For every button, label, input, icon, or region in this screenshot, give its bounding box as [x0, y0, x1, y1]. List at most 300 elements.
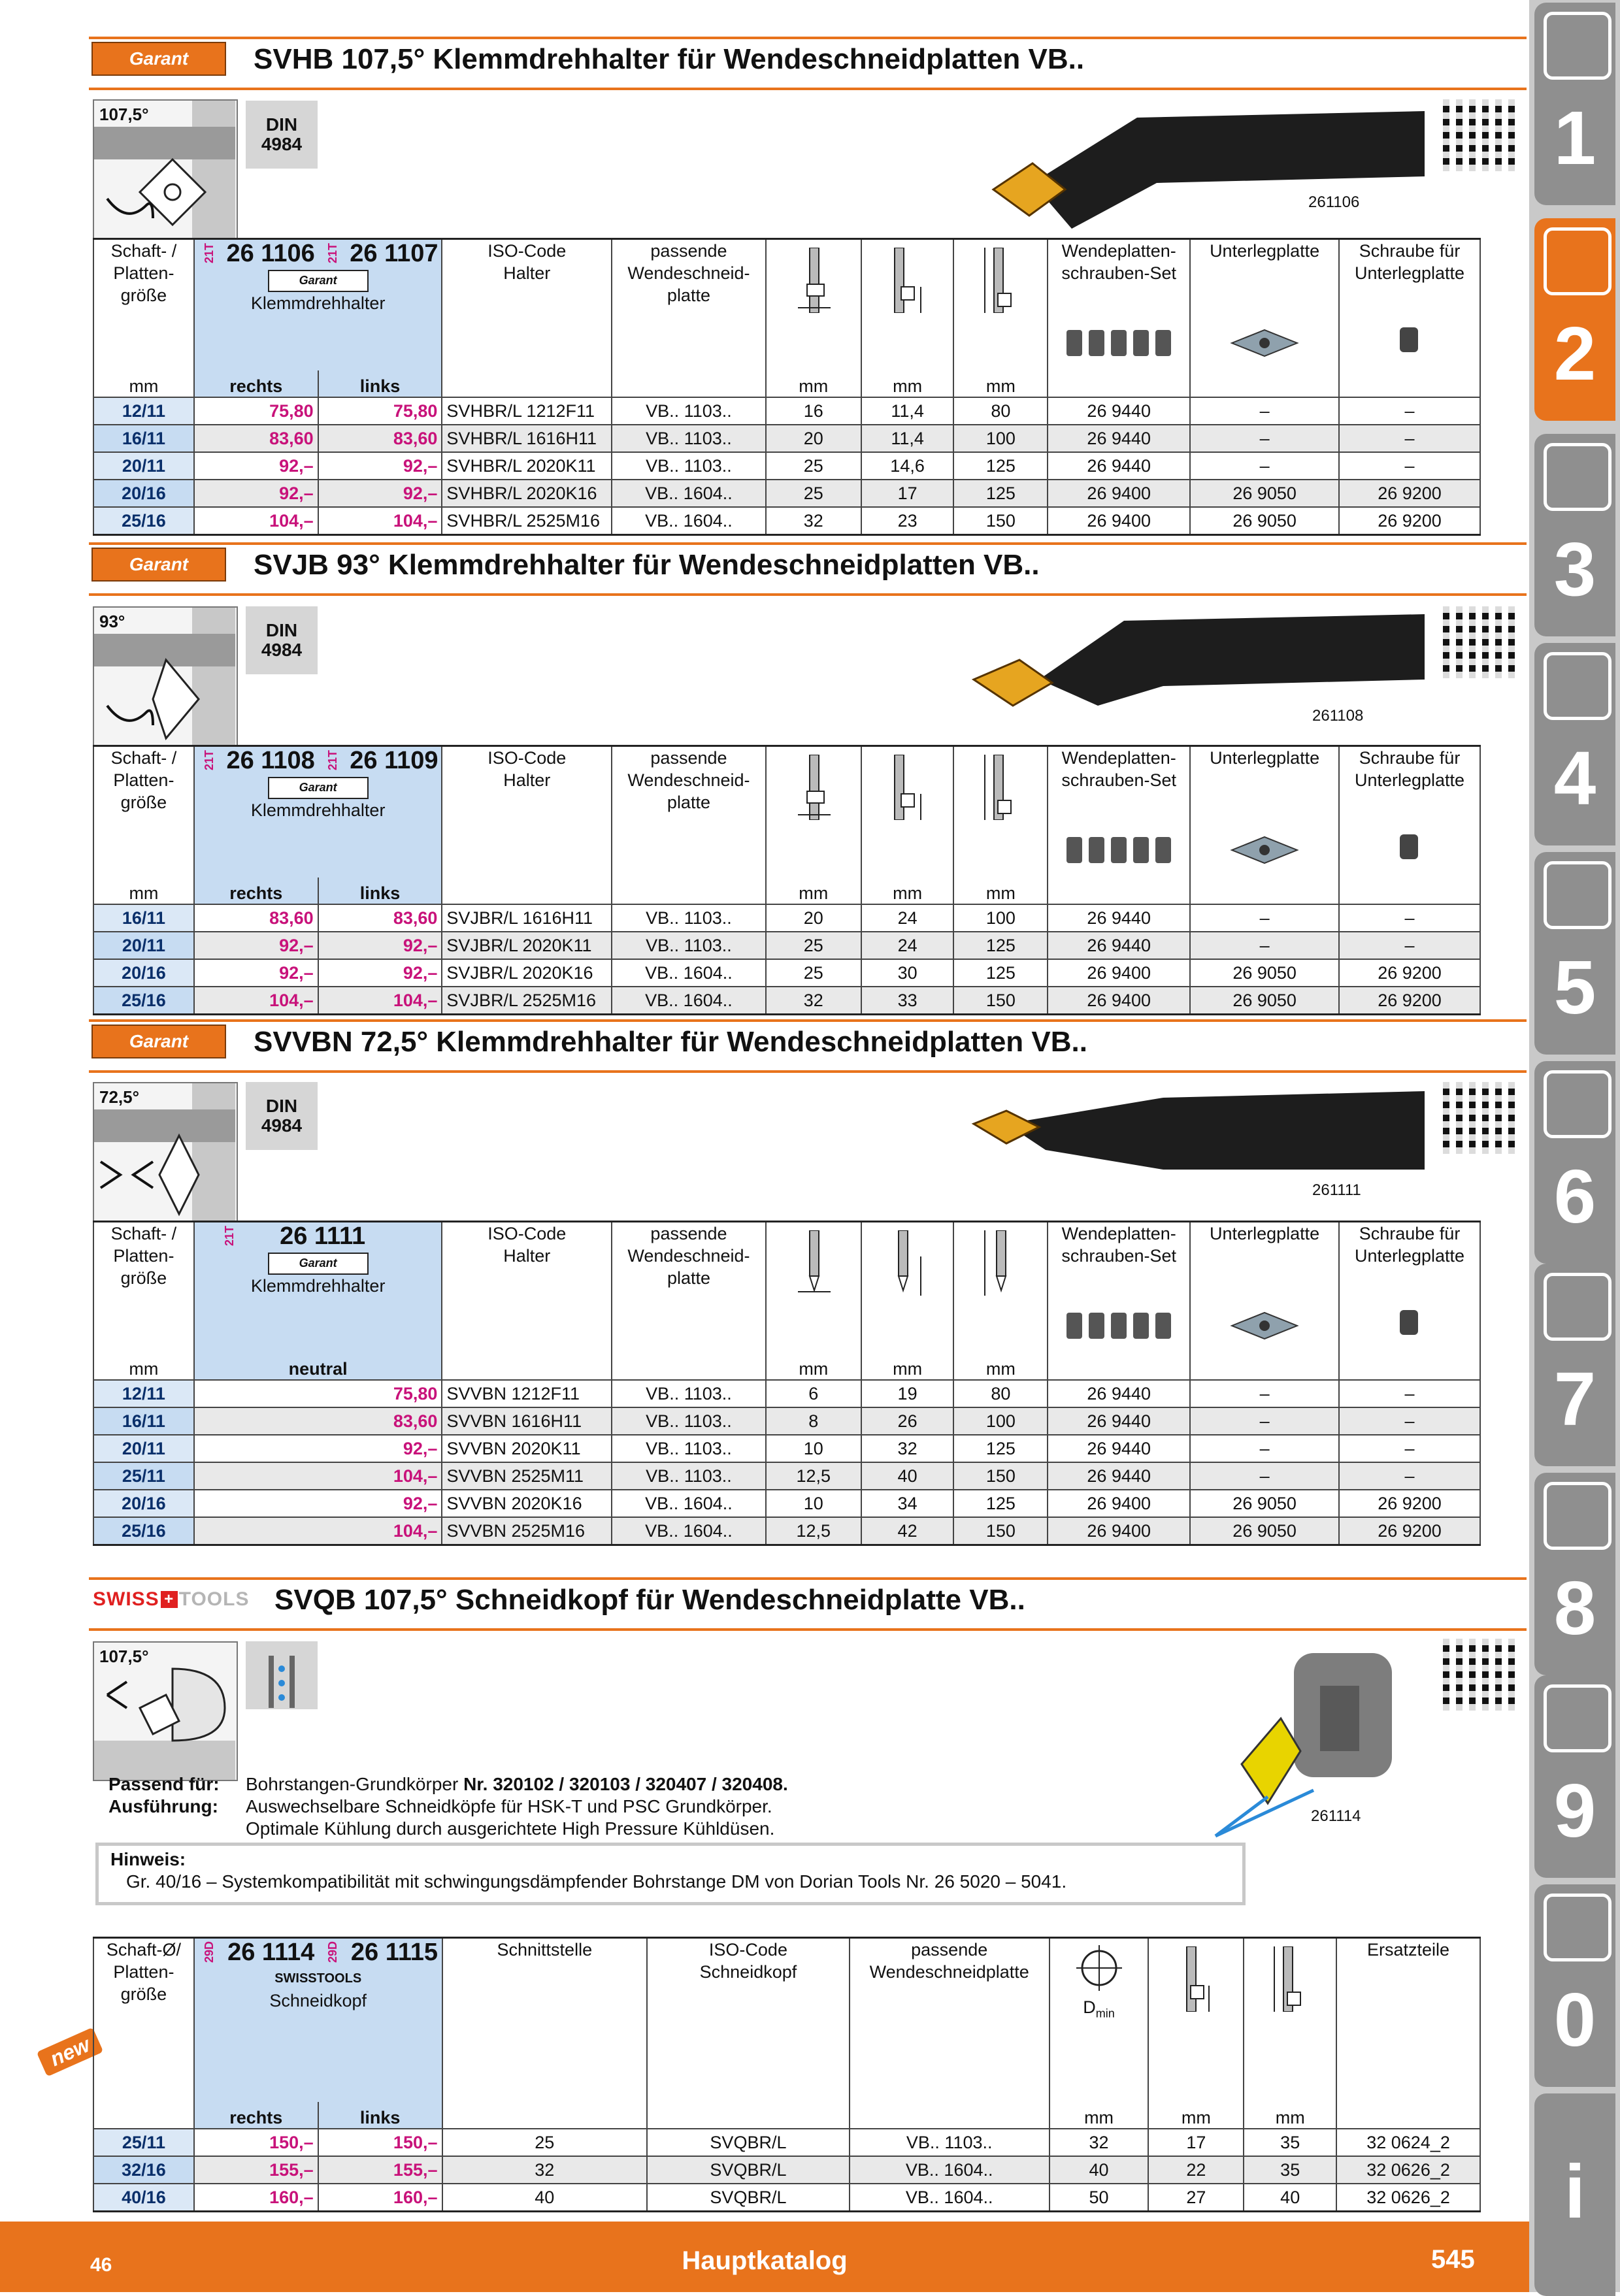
table-cell: 26 9400: [1048, 1517, 1190, 1545]
divider: [89, 542, 1527, 545]
price-cell: 155,–: [194, 2156, 318, 2184]
table-cell: 25: [766, 480, 861, 507]
table-row: [93, 397, 1480, 425]
dmin-d: D: [1083, 1997, 1096, 2017]
unit: mm: [1244, 2102, 1336, 2129]
swiss-cross-icon: +: [161, 1591, 178, 1608]
ul-label: Unterlegplatte: [1210, 748, 1320, 768]
sub-label: Schneidkopf: [269, 1991, 367, 2010]
section-header-svqb: [89, 1583, 1527, 1622]
garant-logo: [91, 548, 226, 582]
table-cell: 40: [861, 1462, 954, 1490]
angle-diagram: [93, 1082, 238, 1222]
col-header-artnr: [194, 1938, 442, 2103]
garant-mini-logo: Garant: [268, 270, 369, 292]
unit-rechts: rechts: [194, 2102, 318, 2129]
shim-screw-icon: [1393, 323, 1426, 356]
table-cell: SVVBN 2020K11: [442, 1435, 612, 1462]
unit-empty: [647, 2102, 850, 2129]
table-cell: 26 9400: [1048, 987, 1190, 1015]
table-cell: 32: [766, 507, 861, 535]
table-cell: SVQBR/L: [647, 2156, 850, 2184]
garant-mini-logo: Garant: [268, 1253, 369, 1275]
table-cell: 80: [953, 397, 1048, 425]
table-cell: SVVBN 2525M11: [442, 1462, 612, 1490]
table-cell: VB.. 1103..: [612, 1407, 766, 1435]
col-header-ul: [1190, 746, 1339, 878]
table-cell: 35: [1244, 2156, 1336, 2184]
angle-label: 93°: [99, 612, 125, 631]
col-header-plate: passende Wendeschneid- platte: [612, 746, 766, 878]
table-cell: 32 0626_2: [1336, 2184, 1480, 2212]
passend-text: Bohrstangen-Grundkörper: [246, 1774, 464, 1794]
table-cell: SVVBN 2020K16: [442, 1490, 612, 1517]
table-cell: SVJBR/L 1616H11: [442, 904, 612, 932]
angle-diagram: [93, 1641, 238, 1781]
col-header-schaft: Schaft- / Platten- größe: [93, 1222, 194, 1354]
unit-empty: [1190, 877, 1339, 904]
table-cell: 26 9050: [1190, 987, 1339, 1015]
garant-logo-text: Garant: [129, 554, 189, 574]
article-number-right: 26 1108: [226, 747, 315, 774]
chapter-number: 6: [1553, 1154, 1596, 1239]
table-cell: 125: [953, 480, 1048, 507]
table-cell: 26 9200: [1339, 959, 1480, 987]
section-header-svjb: [89, 548, 1527, 587]
table-cell: SVQBR/L: [647, 2184, 850, 2212]
ausf-text-2: Optimale Kühlung durch ausgerichtete High Pressure Kühldüsen.: [246, 1818, 775, 1839]
dim-icon-2: [1148, 1938, 1244, 2103]
table-cell: 26 9200: [1339, 480, 1480, 507]
size-cell: 20/11: [93, 932, 194, 959]
wps-label: Wendeplatten- schrauben-Set: [1061, 748, 1177, 790]
table-cell: 32 0626_2: [1336, 2156, 1480, 2184]
col-header-artnr: [194, 746, 442, 878]
price-cell: 75,80: [194, 1380, 442, 1407]
tool-angle-icon: [94, 1083, 237, 1221]
table-cell: 11,4: [861, 397, 954, 425]
table-cell: 40: [442, 2184, 648, 2212]
table-cell: –: [1339, 904, 1480, 932]
chapter-tab-5[interactable]: [1534, 852, 1615, 1055]
price-cell: 75,80: [318, 397, 442, 425]
chapter-tab-i[interactable]: [1534, 2093, 1615, 2296]
table-cell: 12,5: [766, 1462, 861, 1490]
table-cell: VB.. 1103..: [612, 904, 766, 932]
chuck-icon: [1544, 443, 1612, 511]
table-cell: 125: [953, 1435, 1048, 1462]
sch-label: Schraube für Unterlegplatte: [1354, 748, 1465, 790]
unit-rechts: rechts: [194, 877, 318, 904]
table-cell: VB.. 1103..: [612, 932, 766, 959]
table-cell: 26 9200: [1339, 1490, 1480, 1517]
dmin-label: [1054, 1996, 1144, 2024]
table-cell: VB.. 1604..: [850, 2184, 1050, 2212]
col-header-schaft: Schaft- / Platten- größe: [93, 746, 194, 878]
table-row: [93, 1380, 1480, 1407]
unit-empty: [442, 877, 612, 904]
art-tag: 21T: [325, 750, 339, 771]
size-cell: 32/16: [93, 2156, 194, 2184]
chapter-number: 1: [1553, 95, 1596, 180]
art-tag: 21T: [223, 1226, 237, 1247]
shim-plate-icon: [1225, 323, 1304, 363]
saw-icon: [1544, 861, 1612, 929]
table-cell: 35: [1244, 2129, 1336, 2156]
ausf-row: [108, 1796, 788, 1818]
dim-icon-3: [1244, 1938, 1336, 2103]
table-cell: 26 9200: [1339, 987, 1480, 1015]
passend-numbers: Nr. 320102 / 320103 / 320407 / 320408.: [463, 1774, 788, 1794]
unit-empty: [612, 877, 766, 904]
size-cell: 25/16: [93, 1517, 194, 1545]
table-cell: 26 9440: [1048, 425, 1190, 452]
table-row: [93, 2156, 1480, 2184]
image-number: 261111: [1312, 1181, 1361, 1199]
table-cell: 100: [953, 1407, 1048, 1435]
table-cell: –: [1339, 1380, 1480, 1407]
tool-image: [967, 601, 1425, 712]
price-cell: 92,–: [194, 959, 318, 987]
table-cell: 100: [953, 904, 1048, 932]
table-cell: 26: [861, 1407, 954, 1435]
catalog-name: Hauptkatalog: [682, 2246, 848, 2275]
table-cell: 17: [1148, 2129, 1244, 2156]
col-header-sst: Schnittstelle: [442, 1938, 648, 2103]
article-number-left: 26 1109: [350, 747, 438, 774]
ausf-text-1: Auswechselbare Schneidköpfe für HSK-T und PSC Grundkörper.: [246, 1796, 772, 1816]
unit-links: links: [318, 2102, 442, 2129]
chapter-number: 8: [1553, 1566, 1596, 1650]
din-badge: DIN 4984: [246, 1082, 318, 1150]
table-cell: 26 9440: [1048, 452, 1190, 480]
chapter-number: 4: [1553, 736, 1596, 821]
col-header-ers: Ersatzteile: [1336, 1938, 1480, 2103]
table-cell: –: [1190, 904, 1339, 932]
info-block: [108, 1773, 788, 1840]
sch-label: Schraube für Unterlegplatte: [1354, 241, 1465, 283]
table-cell: 10: [766, 1435, 861, 1462]
col-header-wps: [1048, 746, 1190, 878]
drill-icon: [1544, 12, 1612, 80]
table-cell: 26 9440: [1048, 1407, 1190, 1435]
unit: mm: [766, 877, 861, 904]
tool-image: [974, 91, 1425, 235]
table-cell: 150: [953, 1462, 1048, 1490]
table-cell: –: [1190, 932, 1339, 959]
table-cell: SVJBR/L 2020K16: [442, 959, 612, 987]
chapter-tab-4[interactable]: [1534, 643, 1615, 845]
unit-empty: [1339, 370, 1480, 397]
table-cell: SVVBN 1212F11: [442, 1380, 612, 1407]
table-cell: 150: [953, 1517, 1048, 1545]
table-cell: 12,5: [766, 1517, 861, 1545]
table-cell: SVJBR/L 2020K11: [442, 932, 612, 959]
price-cell: 104,–: [194, 1462, 442, 1490]
table-cell: 125: [953, 959, 1048, 987]
ul-label: Unterlegplatte: [1210, 1224, 1320, 1243]
table-cell: 40: [1050, 2156, 1149, 2184]
table-cell: 14,6: [861, 452, 954, 480]
shim-screw-icon: [1393, 830, 1426, 863]
tools-text: TOOLS: [316, 1971, 362, 1986]
tool-angle-icon: [94, 101, 237, 238]
unit-empty: [442, 370, 612, 397]
size-cell: 25/16: [93, 507, 194, 535]
sub-label: Klemmdrehhalter: [250, 293, 386, 313]
screw-set-icon: [1060, 323, 1178, 363]
col-header-wps: [1048, 1222, 1190, 1354]
unit-empty: [612, 1353, 766, 1380]
table-cell: VB.. 1604..: [612, 1517, 766, 1545]
price-cell: 104,–: [194, 507, 318, 535]
table-cell: 150: [953, 507, 1048, 535]
table-row: [93, 1435, 1480, 1462]
unit-empty: [1190, 370, 1339, 397]
table-row: [93, 987, 1480, 1015]
section-title: SVQB 107,5° Schneidkopf für Wendeschneidplatte VB..: [274, 1584, 1025, 1616]
chapter-tab-rail: [1529, 0, 1620, 2292]
art-tag: 21T: [325, 243, 339, 264]
chapter-tab-0[interactable]: [1534, 1884, 1615, 2087]
chapter-number: i: [1564, 2149, 1586, 2234]
unit: mm: [93, 1353, 194, 1380]
ul-label: Unterlegplatte: [1210, 241, 1320, 261]
table-cell: 26 9440: [1048, 1435, 1190, 1462]
table-cell: 24: [861, 904, 954, 932]
table-cell: SVHBR/L 2020K16: [442, 480, 612, 507]
shim-screw-icon: [1393, 1306, 1426, 1339]
size-cell: 40/16: [93, 2184, 194, 2212]
col-header-wps: [1048, 239, 1190, 371]
chapter-number: 5: [1553, 945, 1596, 1030]
size-cell: 25/11: [93, 2129, 194, 2156]
unit: mm: [93, 877, 194, 904]
swiss-text: SWISS: [93, 1588, 159, 1610]
sub-label: Klemmdrehhalter: [250, 1276, 386, 1296]
sch-label: Schraube für Unterlegplatte: [1354, 1224, 1465, 1266]
qr-code-icon[interactable]: [1443, 606, 1515, 678]
table-cell: 26 9400: [1048, 959, 1190, 987]
section-header-svhb: [89, 42, 1527, 81]
table-cell: 8: [766, 1407, 861, 1435]
col-header-schaft: Schaft- / Platten- größe: [93, 239, 194, 371]
chapter-number: 2: [1553, 311, 1596, 396]
table-cell: 26 9050: [1190, 1490, 1339, 1517]
product-table-svvbn: [93, 1221, 1481, 1546]
qr-code-icon[interactable]: [1443, 99, 1515, 171]
col-header-plate: passende Wendeschneid- platte: [612, 1222, 766, 1354]
unit-empty: [1048, 370, 1190, 397]
price-cell: 104,–: [318, 507, 442, 535]
ausf-row-2: [108, 1818, 788, 1840]
table-cell: SVHBR/L 2525M16: [442, 507, 612, 535]
table-cell: 26 9050: [1190, 1517, 1339, 1545]
chapter-tab-7[interactable]: [1534, 1264, 1615, 1466]
table-cell: 26 9440: [1048, 397, 1190, 425]
chapter-number: 9: [1553, 1768, 1596, 1853]
table-cell: VB.. 1604..: [612, 1490, 766, 1517]
table-cell: 26 9400: [1048, 1490, 1190, 1517]
garant-logo: [91, 1025, 226, 1058]
price-cell: 92,–: [318, 932, 442, 959]
table-cell: –: [1190, 1435, 1339, 1462]
shim-plate-icon: [1225, 830, 1304, 870]
chapter-number: 0: [1553, 1977, 1596, 2062]
angle-label: 107,5°: [99, 1647, 149, 1666]
divider: [89, 1628, 1527, 1631]
coolant-badge: [246, 1641, 318, 1709]
chapter-tab-3[interactable]: [1534, 434, 1615, 636]
image-number: 261108: [1312, 707, 1364, 725]
price-cell: 92,–: [318, 452, 442, 480]
price-cell: 75,80: [194, 397, 318, 425]
size-cell: 12/11: [93, 1380, 194, 1407]
hinweis-label: Hinweis:: [110, 1849, 186, 1869]
image-number: 261106: [1308, 193, 1360, 211]
size-cell: 20/11: [93, 452, 194, 480]
price-cell: 104,–: [194, 1517, 442, 1545]
table-cell: 17: [861, 480, 954, 507]
col-header-schaft: Schaft-Ø/ Platten- größe: [93, 1938, 194, 2103]
product-table-svjb: [93, 745, 1481, 1015]
unit-empty: [1339, 1353, 1480, 1380]
table-cell: SVHBR/L 1212F11: [442, 397, 612, 425]
garant-logo-text: Garant: [129, 1031, 189, 1051]
table-row: [93, 452, 1480, 480]
table-row: [93, 1407, 1480, 1435]
table-cell: 100: [953, 425, 1048, 452]
cabinet-icon: [1544, 1684, 1612, 1752]
table-cell: VB.. 1604..: [850, 2156, 1050, 2184]
divider: [89, 1019, 1527, 1022]
hinweis-text: Gr. 40/16 – Systemkompatibilität mit schwingungsdämpfender Bohrstange DM von Dorian Tools Nr. 26 5020 – 5041.: [126, 1871, 1067, 1892]
unit: mm: [93, 370, 194, 397]
qr-code-icon[interactable]: [1443, 1639, 1515, 1711]
table-cell: 26 9400: [1048, 480, 1190, 507]
col-header-iso: ISO-Code Halter: [442, 239, 612, 371]
unit: mm: [861, 1353, 954, 1380]
table-cell: 20: [766, 425, 861, 452]
tool-image: [1202, 1633, 1418, 1849]
table-cell: 25: [766, 932, 861, 959]
divider: [89, 1577, 1527, 1580]
price-cell: 92,–: [318, 959, 442, 987]
chapter-tab-2[interactable]: [1534, 218, 1615, 421]
table-cell: –: [1339, 425, 1480, 452]
size-cell: 16/11: [93, 904, 194, 932]
table-cell: 26 9400: [1048, 507, 1190, 535]
col-header-sch: [1339, 1222, 1480, 1354]
page-number-right: 545: [1431, 2245, 1475, 2274]
table-cell: 24: [861, 932, 954, 959]
table-row: [93, 1490, 1480, 1517]
price-cell: 160,–: [194, 2184, 318, 2212]
chapter-tab-6[interactable]: [1534, 1061, 1615, 1264]
unit-links: links: [318, 877, 442, 904]
art-tag: 21T: [202, 750, 216, 771]
size-cell: 20/16: [93, 480, 194, 507]
chapter-tab-1[interactable]: [1534, 3, 1615, 205]
table-cell: 32: [766, 987, 861, 1015]
table-cell: SVHBR/L 2020K11: [442, 452, 612, 480]
product-table-svqb: [93, 1937, 1481, 2212]
price-cell: 83,60: [194, 904, 318, 932]
dim-icon-1: [766, 239, 861, 371]
table-cell: –: [1339, 397, 1480, 425]
image-number: 261114: [1311, 1807, 1361, 1825]
table-cell: VB.. 1103..: [612, 1435, 766, 1462]
table-cell: VB.. 1103..: [612, 1462, 766, 1490]
table-cell: 80: [953, 1380, 1048, 1407]
article-number-right: 26 1106: [226, 240, 315, 267]
unit-rechts: rechts: [194, 370, 318, 397]
chapter-tab-9[interactable]: [1534, 1675, 1615, 1878]
tool-angle-icon: [94, 1643, 237, 1780]
table-cell: 50: [1050, 2184, 1149, 2212]
table-cell: 26 9200: [1339, 1517, 1480, 1545]
unit: mm: [861, 370, 954, 397]
divider: [89, 88, 1527, 90]
col-header-artnr: [194, 239, 442, 371]
table-cell: 33: [861, 987, 954, 1015]
price-cell: 150,–: [318, 2129, 442, 2156]
table-cell: VB.. 1604..: [612, 480, 766, 507]
unit-empty: [1339, 877, 1480, 904]
table-cell: 6: [766, 1380, 861, 1407]
price-cell: 83,60: [194, 425, 318, 452]
chapter-tab-8[interactable]: [1534, 1473, 1615, 1675]
table-cell: 26 9050: [1190, 480, 1339, 507]
sub-label: Klemmdrehhalter: [250, 800, 386, 820]
table-cell: –: [1339, 1407, 1480, 1435]
price-cell: 150,–: [194, 2129, 318, 2156]
table-cell: SVHBR/L 1616H11: [442, 425, 612, 452]
table-cell: 150: [953, 987, 1048, 1015]
tool-image: [967, 1078, 1425, 1176]
art-tag: 29D: [326, 1941, 340, 1963]
table-cell: 40: [1244, 2184, 1336, 2212]
table-cell: 125: [953, 932, 1048, 959]
dim-icon-2: [861, 1222, 954, 1354]
table-cell: 34: [861, 1490, 954, 1517]
article-number-right: 26 1114: [227, 1939, 315, 1966]
unit: mm: [953, 370, 1048, 397]
unit-empty: [93, 2102, 194, 2129]
table-cell: VB.. 1604..: [612, 987, 766, 1015]
pliers-icon: [1544, 1273, 1612, 1341]
table-cell: 30: [861, 959, 954, 987]
table-cell: 125: [953, 1490, 1048, 1517]
garant-logo-text: Garant: [129, 48, 189, 69]
table-row: [93, 2184, 1480, 2212]
tool-angle-icon: [94, 608, 237, 745]
dim-icon-2: [861, 239, 954, 371]
unit-empty: [1190, 1353, 1339, 1380]
table-cell: 20: [766, 904, 861, 932]
dim-icon-2: [861, 746, 954, 878]
qr-code-icon[interactable]: [1443, 1082, 1515, 1154]
size-cell: 25/11: [93, 1462, 194, 1490]
swiss-text: SWISS: [274, 1971, 317, 1986]
table-cell: –: [1190, 1407, 1339, 1435]
table-cell: –: [1339, 452, 1480, 480]
table-cell: 32: [442, 2156, 648, 2184]
table-cell: 32 0624_2: [1336, 2129, 1480, 2156]
table-cell: VB.. 1103..: [850, 2129, 1050, 2156]
dmin-sub: min: [1095, 2007, 1115, 2020]
col-header-plate: passende Wendeschneid- platte: [612, 239, 766, 371]
